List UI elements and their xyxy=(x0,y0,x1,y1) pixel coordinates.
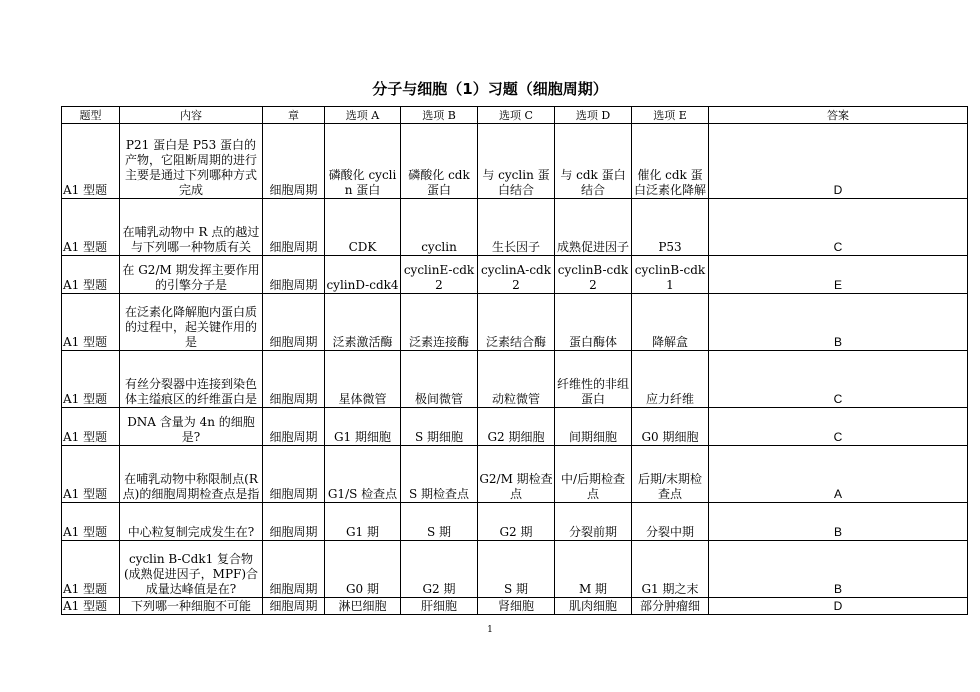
answer-cell: D xyxy=(709,124,968,199)
option-c-cell: 与 cyclin 蛋白结合 xyxy=(478,124,555,199)
question-content-cell: 在哺乳动物中 R 点的越过与下列哪一种物质有关 xyxy=(120,199,263,256)
option-d-cell: 与 cdk 蛋白结合 xyxy=(555,124,632,199)
option-a-cell: 淋巴细胞 xyxy=(325,598,401,615)
header-option-b: 选项 B xyxy=(401,107,478,124)
option-e-cell: 后期/末期检查点 xyxy=(632,446,709,503)
question-type-cell: A1 型题 xyxy=(62,351,120,408)
option-c-cell: S 期 xyxy=(478,541,555,598)
option-a-cell: 泛素激活酶 xyxy=(325,294,401,351)
option-a-cell: G1 期细胞 xyxy=(325,408,401,446)
option-b-cell: S 期检查点 xyxy=(401,446,478,503)
option-d-cell: cyclinB-cdk2 xyxy=(555,256,632,294)
option-d-cell: 成熟促进因子 xyxy=(555,199,632,256)
answer-cell: B xyxy=(709,541,968,598)
chapter-cell: 细胞周期 xyxy=(263,256,325,294)
table-row xyxy=(62,446,968,503)
answer-cell: A xyxy=(709,446,968,503)
header-option-d: 选项 D xyxy=(555,107,632,124)
chapter-cell: 细胞周期 xyxy=(263,124,325,199)
option-d-cell: M 期 xyxy=(555,541,632,598)
chapter-cell: 细胞周期 xyxy=(263,598,325,615)
question-content-cell: 有丝分裂器中连接到染色体主缢痕区的纤维蛋白是 xyxy=(120,351,263,408)
header-chapter: 章 xyxy=(263,107,325,124)
question-content-cell: 在泛素化降解胞内蛋白质的过程中，起关键作用的是 xyxy=(120,294,263,351)
option-b-cell: 肝细胞 xyxy=(401,598,478,615)
chapter-cell: 细胞周期 xyxy=(263,503,325,541)
option-b-cell: S 期 xyxy=(401,503,478,541)
table-row xyxy=(62,124,968,199)
question-content-cell: DNA 含量为 4n 的细胞是? xyxy=(120,408,263,446)
question-type-cell: A1 型题 xyxy=(62,408,120,446)
option-d-cell: 肌肉细胞 xyxy=(555,598,632,615)
option-b-cell: G2 期 xyxy=(401,541,478,598)
option-e-cell: 部分肿瘤细 xyxy=(632,598,709,615)
option-b-cell: cyclin xyxy=(401,199,478,256)
question-type-cell: A1 型题 xyxy=(62,294,120,351)
question-type-cell: A1 型题 xyxy=(62,541,120,598)
option-d-cell: 纤维性的非组蛋白 xyxy=(555,351,632,408)
answer-cell: C xyxy=(709,199,968,256)
header-type: 题型 xyxy=(62,107,120,124)
answer-cell: C xyxy=(709,408,968,446)
question-table xyxy=(61,106,968,615)
option-c-cell: G2 期细胞 xyxy=(478,408,555,446)
option-b-cell: 泛素连接酶 xyxy=(401,294,478,351)
option-b-cell: S 期细胞 xyxy=(401,408,478,446)
answer-cell: E xyxy=(709,256,968,294)
question-type-cell: A1 型题 xyxy=(62,199,120,256)
option-a-cell: G1/S 检查点 xyxy=(325,446,401,503)
table-row xyxy=(62,541,968,598)
answer-cell: B xyxy=(709,503,968,541)
header-row xyxy=(62,107,968,124)
option-a-cell: 星体微管 xyxy=(325,351,401,408)
answer-cell: D xyxy=(709,598,968,615)
option-b-cell: cyclinE-cdk2 xyxy=(401,256,478,294)
chapter-cell: 细胞周期 xyxy=(263,541,325,598)
option-b-cell: 极间微管 xyxy=(401,351,478,408)
chapter-cell: 细胞周期 xyxy=(263,446,325,503)
option-e-cell: G0 期细胞 xyxy=(632,408,709,446)
chapter-cell: 细胞周期 xyxy=(263,199,325,256)
option-e-cell: P53 xyxy=(632,199,709,256)
option-a-cell: cylinD-cdk4 xyxy=(325,256,401,294)
option-c-cell: cyclinA-cdk2 xyxy=(478,256,555,294)
chapter-cell: 细胞周期 xyxy=(263,408,325,446)
option-c-cell: G2/M 期检查点 xyxy=(478,446,555,503)
option-e-cell: G1 期之末 xyxy=(632,541,709,598)
option-d-cell: 中/后期检查点 xyxy=(555,446,632,503)
answer-cell: C xyxy=(709,351,968,408)
chapter-cell: 细胞周期 xyxy=(263,351,325,408)
option-c-cell: 肾细胞 xyxy=(478,598,555,615)
question-content-cell: 中心粒复制完成发生在? xyxy=(120,503,263,541)
option-e-cell: cyclinB-cdk1 xyxy=(632,256,709,294)
page-number: 1 xyxy=(487,625,493,635)
question-content-cell: 在哺乳动物中称限制点(R 点)的细胞周期检查点是指 xyxy=(120,446,263,503)
question-content-cell: 在 G2/M 期发挥主要作用的引擎分子是 xyxy=(120,256,263,294)
question-content-cell: cyclin B-Cdk1 复合物(成熟促进因子，MPF)合成量达峰值是在? xyxy=(120,541,263,598)
option-a-cell: G0 期 xyxy=(325,541,401,598)
option-a-cell: G1 期 xyxy=(325,503,401,541)
page-title: 分子与细胞（1）习题（细胞周期） xyxy=(372,80,608,98)
question-type-cell: A1 型题 xyxy=(62,598,120,615)
option-e-cell: 催化 cdk 蛋白泛素化降解 xyxy=(632,124,709,199)
option-b-cell: 磷酸化 cdk 蛋白 xyxy=(401,124,478,199)
option-e-cell: 分裂中期 xyxy=(632,503,709,541)
option-c-cell: 泛素结合酶 xyxy=(478,294,555,351)
table-row xyxy=(62,199,968,256)
question-content-cell: 下列哪一种细胞不可能 xyxy=(120,598,263,615)
option-a-cell: 磷酸化 cyclin 蛋白 xyxy=(325,124,401,199)
header-option-a: 选项 A xyxy=(325,107,401,124)
option-c-cell: 生长因子 xyxy=(478,199,555,256)
header-option-c: 选项 C xyxy=(478,107,555,124)
option-a-cell: CDK xyxy=(325,199,401,256)
table-row xyxy=(62,503,968,541)
question-type-cell: A1 型题 xyxy=(62,124,120,199)
table-row xyxy=(62,256,968,294)
option-d-cell: 蛋白酶体 xyxy=(555,294,632,351)
question-type-cell: A1 型题 xyxy=(62,446,120,503)
table-row xyxy=(62,598,968,615)
option-d-cell: 间期细胞 xyxy=(555,408,632,446)
option-e-cell: 降解盒 xyxy=(632,294,709,351)
header-content: 内容 xyxy=(120,107,263,124)
answer-cell: B xyxy=(709,294,968,351)
header-answer: 答案 xyxy=(709,107,968,124)
option-e-cell: 应力纤维 xyxy=(632,351,709,408)
question-type-cell: A1 型题 xyxy=(62,256,120,294)
table-row xyxy=(62,294,968,351)
table-row xyxy=(62,408,968,446)
header-option-e: 选项 E xyxy=(632,107,709,124)
table-row xyxy=(62,351,968,408)
option-d-cell: 分裂前期 xyxy=(555,503,632,541)
option-c-cell: G2 期 xyxy=(478,503,555,541)
question-content-cell: P21 蛋白是 P53 蛋白的产物，它阻断周期的进行主要是通过下列哪种方式完成 xyxy=(120,124,263,199)
question-type-cell: A1 型题 xyxy=(62,503,120,541)
option-c-cell: 动粒微管 xyxy=(478,351,555,408)
chapter-cell: 细胞周期 xyxy=(263,294,325,351)
